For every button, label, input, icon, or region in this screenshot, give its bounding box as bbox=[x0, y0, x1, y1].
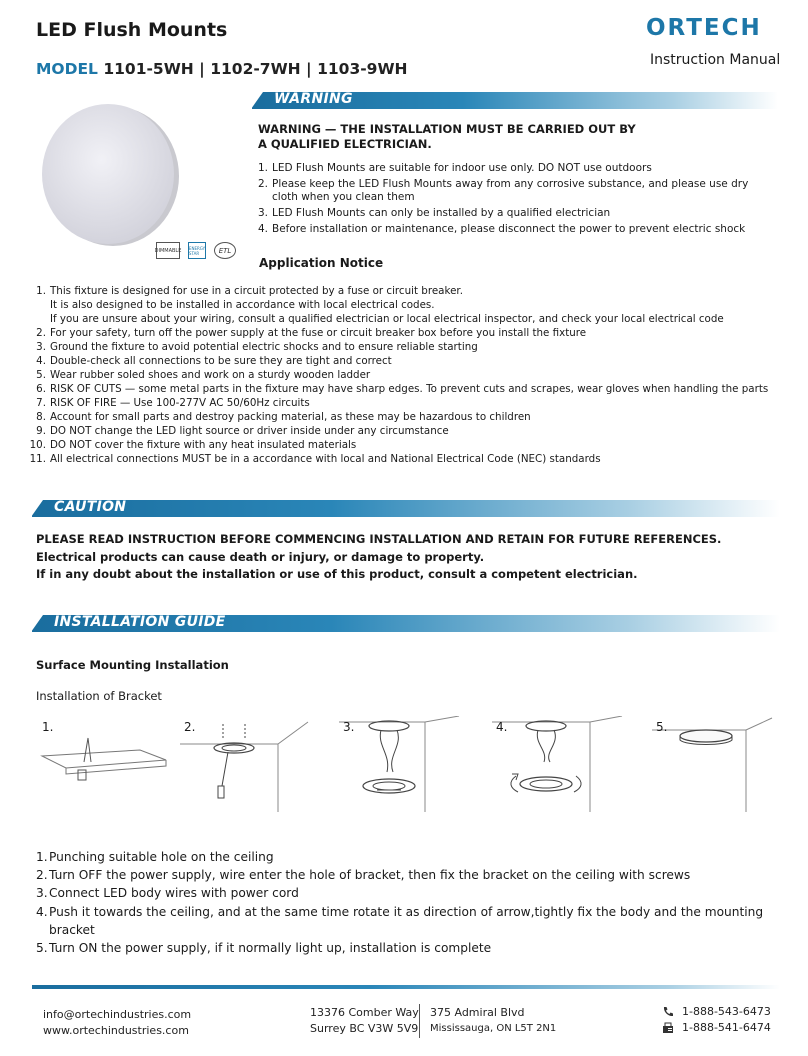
step-text: Turn ON the power supply, if it normally light up, installation is complete bbox=[49, 941, 492, 956]
etl-icon: ETL bbox=[214, 242, 236, 259]
list-item bbox=[28, 438, 788, 452]
caution-text bbox=[36, 531, 721, 584]
figure-label: 3. bbox=[343, 720, 355, 734]
item-number: 10. bbox=[29, 439, 46, 451]
item-number: 7. bbox=[36, 397, 46, 409]
item-number: 11. bbox=[29, 453, 46, 465]
caution-line: If in any doubt about the installation or use of this product, consult a competent electrician. bbox=[36, 567, 638, 581]
item-number: 5. bbox=[36, 369, 46, 381]
list-item bbox=[28, 354, 788, 368]
figure-label: 1. bbox=[42, 720, 54, 734]
step-text: Turn OFF the power supply, wire enter the hole of bracket, then fix the bracket on the ceiling with screws bbox=[49, 868, 691, 883]
band-wedge bbox=[251, 92, 263, 109]
list-item bbox=[28, 284, 788, 326]
ceiling-hole-drawing bbox=[36, 716, 176, 816]
step-figure-4 bbox=[490, 716, 630, 816]
warning-band bbox=[252, 92, 778, 109]
document-type: Instruction Manual bbox=[650, 52, 781, 68]
rotate-attach-drawing bbox=[490, 716, 630, 816]
list-item bbox=[28, 424, 788, 438]
list-item bbox=[258, 162, 770, 175]
installation-band-title: INSTALLATION GUIDE bbox=[54, 614, 226, 630]
step-number: 1. bbox=[36, 850, 48, 864]
address-line: 13376 Comber Way bbox=[310, 1006, 419, 1019]
website-link[interactable]: www.ortechindustries.com bbox=[43, 1024, 189, 1037]
list-item bbox=[36, 848, 808, 866]
warning-heading-line1: WARNING — THE INSTALLATION MUST BE CARRIED OUT BY bbox=[258, 122, 636, 136]
fax-number: 1-888-541-6474 bbox=[682, 1021, 771, 1034]
list-item bbox=[28, 368, 788, 382]
installation-band bbox=[32, 615, 780, 632]
item-number: 1. bbox=[258, 162, 269, 174]
flush-mount-illustration bbox=[30, 98, 190, 250]
step-figure-5 bbox=[650, 716, 775, 816]
address-line: 375 Admiral Blvd bbox=[430, 1006, 525, 1019]
item-number: 6. bbox=[36, 383, 46, 395]
list-item bbox=[28, 410, 788, 424]
caution-band bbox=[32, 500, 780, 517]
ortech-logo-mark bbox=[646, 14, 776, 40]
installed-fixture-drawing bbox=[650, 716, 775, 816]
item-text: Account for small parts and destroy packing material, as these may be hazardous to children bbox=[50, 411, 531, 423]
warning-heading-line2: A QUALIFIED ELECTRICIAN. bbox=[258, 137, 432, 151]
item-text: Ground the fixture to avoid potential electric shocks and to ensure reliable starting bbox=[50, 341, 478, 353]
item-text: For your safety, turn off the power supply at the fuse or circuit breaker box before you install the fixture bbox=[50, 327, 587, 339]
item-number: 3. bbox=[258, 207, 269, 219]
item-text: Please keep the LED Flush Mounts away from any corrosive substance, and please use dry cloth when you clean them bbox=[272, 178, 749, 203]
list-item bbox=[36, 939, 808, 957]
footer-address-surrey bbox=[310, 1005, 419, 1037]
fax-row bbox=[662, 1020, 771, 1036]
wire-connect-drawing bbox=[337, 716, 462, 816]
item-text: All electrical connections MUST be in a accordance with local and National Electrical Code (NEC) standards bbox=[50, 453, 601, 465]
bracket-mount-drawing bbox=[178, 716, 320, 816]
step-text: Connect LED body wires with power cord bbox=[49, 886, 299, 901]
item-text: RISK OF CUTS — some metal parts in the fixture may have sharp edges. To prevent cuts and scrapes, wear gloves when handling the parts bbox=[50, 383, 769, 395]
list-item bbox=[258, 223, 770, 236]
item-text: DO NOT change the LED light source or driver inside under any circumstance bbox=[50, 425, 449, 437]
caution-line: PLEASE READ INSTRUCTION BEFORE COMMENCING INSTALLATION AND RETAIN FOR FUTURE REFERENCES. bbox=[36, 532, 722, 546]
item-text: If you are unsure about your wiring, consult a qualified electrician or local electrical inspector, and check your local electrical code bbox=[50, 313, 724, 325]
band-wedge bbox=[31, 500, 43, 517]
item-number: 8. bbox=[36, 411, 46, 423]
item-text: Before installation or maintenance, please disconnect the power to prevent electric shock bbox=[272, 223, 746, 235]
list-item bbox=[36, 866, 808, 884]
item-text: LED Flush Mounts are suitable for indoor use only. DO NOT use outdoors bbox=[272, 162, 652, 174]
step-figure-2 bbox=[178, 716, 320, 816]
step-text: Push it towards the ceiling, and at the same time rotate it as direction of arrow,tightly fix the body and the mounting bracket bbox=[49, 904, 764, 937]
model-label: MODEL bbox=[36, 60, 98, 78]
list-item bbox=[28, 382, 788, 396]
surface-mounting-title: Surface Mounting Installation bbox=[36, 658, 229, 672]
warning-heading bbox=[258, 122, 678, 152]
email-link[interactable]: info@ortechindustries.com bbox=[43, 1008, 192, 1021]
bracket-label: Installation of Bracket bbox=[36, 689, 162, 703]
list-item bbox=[28, 396, 788, 410]
item-text: This fixture is designed for use in a circuit protected by a fuse or circuit breaker. bbox=[50, 285, 463, 297]
step-text: Punching suitable hole on the ceiling bbox=[49, 850, 274, 864]
installation-steps bbox=[36, 848, 808, 957]
address-line: Mississauga, ON L5T 2N1 bbox=[430, 1023, 557, 1034]
figure-label: 5. bbox=[656, 720, 668, 734]
item-text: DO NOT cover the fixture with any heat insulated materials bbox=[50, 439, 357, 451]
brand-text: ORTECH bbox=[646, 15, 762, 40]
item-text: It is also designed to be installed in accordance with local electrical codes. bbox=[50, 299, 435, 311]
caution-line: Electrical products can cause death or injury, or damage to property. bbox=[36, 549, 485, 564]
list-item bbox=[36, 903, 808, 939]
certification-marks bbox=[156, 242, 236, 259]
item-number: 2. bbox=[258, 178, 269, 190]
model-line bbox=[36, 60, 408, 78]
model-numbers: 1101-5WH | 1102-7WH | 1103-9WH bbox=[103, 60, 408, 78]
list-item bbox=[258, 178, 770, 204]
list-item bbox=[28, 326, 788, 340]
item-text: Double-check all connections to be sure they are tight and correct bbox=[50, 355, 392, 367]
warning-band-title: WARNING bbox=[274, 91, 353, 107]
phone-number: 1-888-543-6473 bbox=[682, 1005, 771, 1018]
item-text: Wear rubber soled shoes and work on a sturdy wooden ladder bbox=[50, 369, 371, 381]
step-number: 4. bbox=[36, 904, 48, 919]
footer-divider bbox=[32, 985, 780, 989]
item-number: 4. bbox=[36, 355, 46, 367]
figure-label: 4. bbox=[496, 720, 508, 734]
item-number: 3. bbox=[36, 341, 46, 353]
footer-phones bbox=[662, 1004, 771, 1036]
step-number: 2. bbox=[36, 868, 48, 883]
application-notice-title: Application Notice bbox=[259, 256, 384, 270]
item-text: RISK OF FIRE — Use 100-277V AC 50/60Hz circuits bbox=[50, 397, 310, 409]
item-number: 1. bbox=[36, 285, 46, 297]
footer-contact bbox=[43, 1007, 191, 1039]
footer-separator bbox=[419, 1004, 420, 1038]
energy-star-icon: ENERGY STAR bbox=[188, 242, 206, 259]
step-number: 5. bbox=[36, 941, 48, 956]
item-number: 9. bbox=[36, 425, 46, 437]
item-number: 4. bbox=[258, 223, 269, 235]
item-text: LED Flush Mounts can only be installed by a qualified electrician bbox=[272, 207, 611, 219]
list-item bbox=[28, 340, 788, 354]
caution-band-title: CAUTION bbox=[54, 499, 127, 515]
figure-label: 2. bbox=[184, 720, 196, 734]
step-number: 3. bbox=[36, 886, 48, 901]
dimmable-icon: DIMMABLE bbox=[156, 242, 180, 259]
page-title: LED Flush Mounts bbox=[36, 19, 228, 41]
phone-icon bbox=[662, 1006, 674, 1018]
phone-row bbox=[662, 1004, 771, 1020]
list-item bbox=[28, 452, 788, 466]
warning-list bbox=[258, 162, 770, 239]
application-notice-list bbox=[28, 284, 788, 466]
list-item bbox=[36, 884, 808, 902]
item-number: 2. bbox=[36, 327, 46, 339]
address-line: Surrey BC V3W 5V9 bbox=[310, 1022, 419, 1035]
fax-icon bbox=[662, 1022, 674, 1034]
footer-address-mississauga bbox=[430, 1005, 556, 1037]
product-image bbox=[30, 98, 190, 254]
step-figure-3 bbox=[337, 716, 462, 816]
band-wedge bbox=[31, 615, 43, 632]
list-item bbox=[258, 207, 770, 220]
ortech-logo bbox=[646, 14, 776, 44]
step-figure-1 bbox=[36, 716, 176, 816]
